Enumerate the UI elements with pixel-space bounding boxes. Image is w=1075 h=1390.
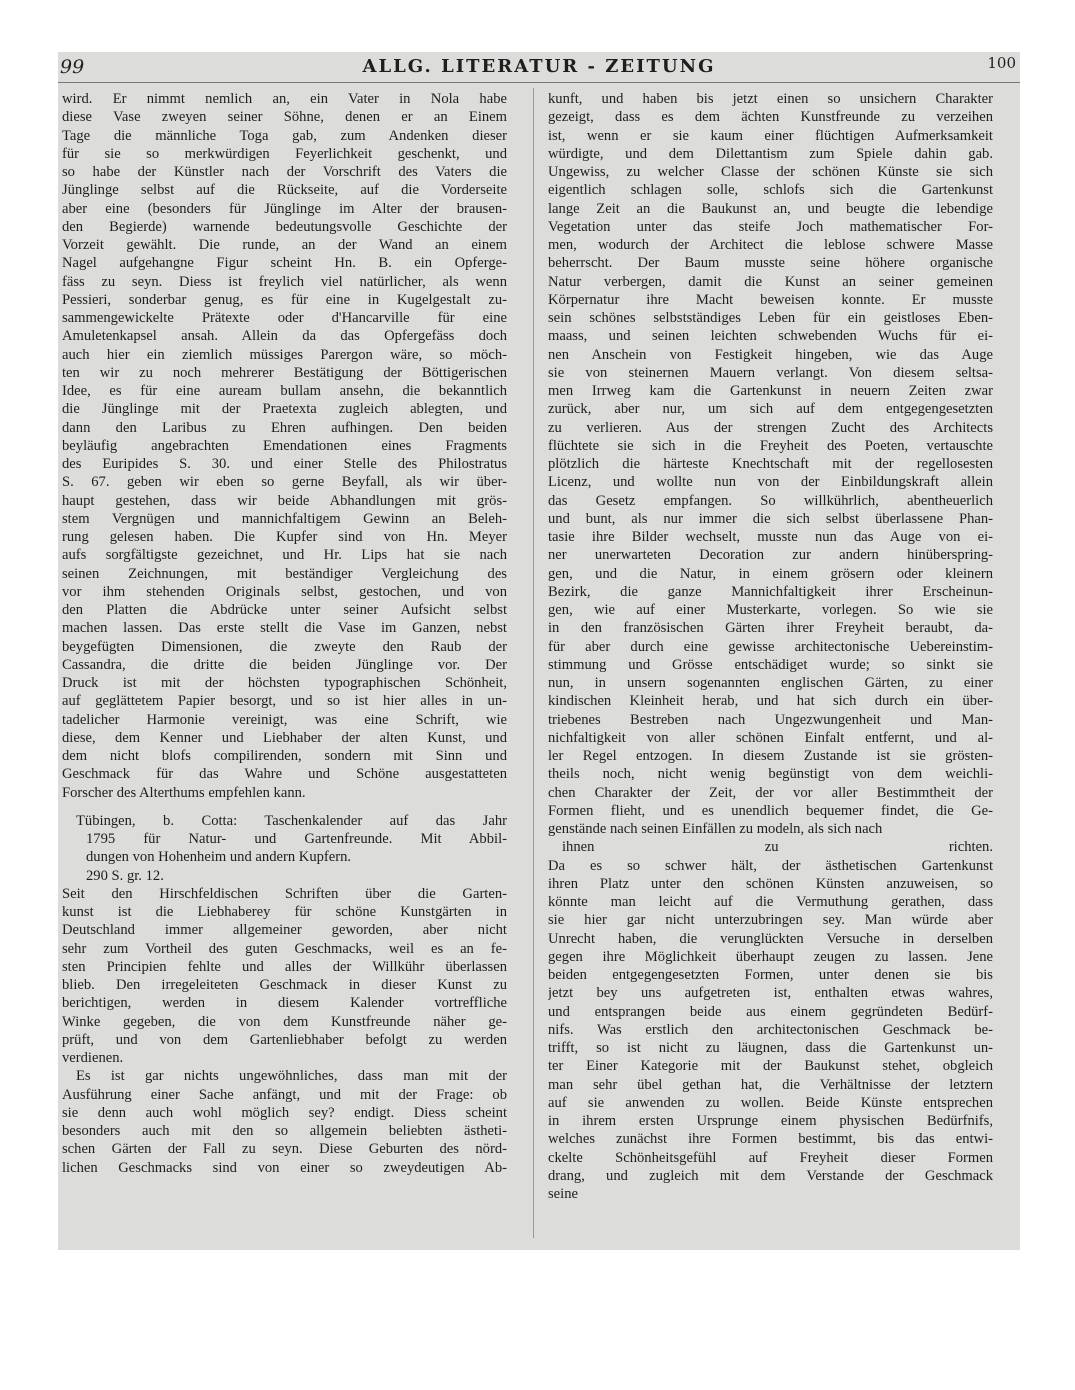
text-line: nen Anschein von Festigkeit hingeben, wie das Auge	[548, 346, 993, 363]
text-line: Winke gegeben, die von dem Kunstfreunde näher ge-	[62, 1013, 507, 1030]
text-line: aufs sorgfältigste gezeichnet, und Hr. Lips hat sie nach	[62, 547, 507, 564]
left-column-body	[62, 90, 507, 802]
text-line: rung gelesen haben. Die Kupfer sind von Hn. Meyer	[62, 529, 507, 545]
text-line: theils noch, nicht wenig begünstigt von dem weichli-	[548, 766, 993, 783]
text-line: sammengewickelte Prätexte oder d'Hancarville für eine	[62, 310, 507, 326]
text-line: drang, und zugleich mit dem Verstande der Geschmack	[548, 1167, 993, 1184]
text-line: stem Vergnügen und mannichfaltigem Gewinn an Beleh-	[62, 510, 507, 527]
text-line: Licenz, und wollte nun von der Einbildungskraft allein	[548, 474, 993, 491]
text-line: ihnen zu richten.	[562, 839, 993, 856]
right-column-body	[548, 90, 993, 1203]
text-line: sehr zum Vortheil des guten Geschmacks, weil es an fe-	[62, 940, 507, 957]
page-header	[58, 54, 1020, 83]
text-line: berichtigen, werden in diesem Kalender vortreffliche	[62, 995, 507, 1012]
text-line: Ausführung einer Sache anfängt, und mit der Frage: ob	[62, 1086, 507, 1103]
text-line: gezeigt, dass es dem ächten Kunstfreunde zu verzeihen	[548, 109, 993, 126]
text-line: gegen ihre Möglichkeit überhaupt zeugen zu lassen. Jene	[548, 948, 993, 965]
text-line: Cassandra, die dritte die beiden Jünglinge vor. Der	[62, 656, 507, 673]
right-page-number: 100	[987, 54, 1016, 72]
text-line: auf sie anwenden zu wollen. Beide Künste entsprechen	[548, 1094, 993, 1111]
text-line: seine	[548, 1186, 578, 1202]
text-line: men Irrweg kam die Gartenkunst in neuern Zeiten zwar	[548, 383, 993, 399]
text-line: Forscher des Alterthums empfehlen kann.	[62, 784, 306, 801]
text-line: jetzt bey uns aufgetreten ist, enthalten etwas wahres,	[548, 985, 993, 1002]
text-line: für aber durch eine gewisse architectonische Uebereinstim-	[548, 638, 993, 655]
text-line: würdigte, und dem Dilettantism zum Spiele dahin gab.	[548, 145, 993, 162]
text-line: ckelte Schönheitsgefühl auf Freyheit dieser Formen	[548, 1149, 993, 1166]
text-line: diese, dem Kenner und Liebhaber der alten Kunst, und	[62, 729, 507, 746]
text-line: beyläufig angebrachten Emendationen eines Fragments	[62, 437, 507, 454]
text-line: in den französischen Gärten ihrer Freyheit beraubt, da-	[548, 620, 993, 637]
text-line: haupt gestehen, dass wir beide Abhandlungen mit grös-	[62, 492, 507, 509]
text-line: prüft, und von dem Gartenliebhaber befolgt zu werden	[62, 1031, 507, 1048]
text-line: den Begierde) warnende bedeutungsvolle Geschichte der	[62, 218, 507, 235]
text-line: Körpernatur ihre Macht beweisen konnte. Er musste	[548, 291, 993, 308]
text-line: ler Regel entzogen. In diesem Zustande ist sie grösten-	[548, 748, 993, 764]
text-line: beherrscht. Der Baum musste seine höhere organische	[548, 255, 993, 272]
text-line: auf geglättetem Papier besorgt, und so ist hier alles in un-	[62, 693, 507, 710]
left-column	[62, 90, 507, 1177]
text-line: nichfaltigkeit von aller schönen Einfalt entfernt, und al-	[548, 729, 993, 746]
text-line: das Gesetz empfangen. So willkührlich, abentheuerlich	[548, 492, 993, 509]
text-line: so habe der Künstler nach der Vorschrift des Vaters die	[62, 164, 507, 180]
text-line: Geschmack für das Wahre und Schöne ausgestatteten	[62, 766, 507, 783]
text-line: sie von steinernen Mauern verlangt. Von diesem seltsa-	[548, 364, 993, 381]
text-line: lichen Geschmacks sind von einer so zweydeutigen Ab-	[62, 1159, 507, 1176]
text-line: dann den Laribus zu Ehren aufhingen. Den beiden	[62, 419, 507, 436]
text-line: zurück, aber nur, um sich auf dem entgegengesetzten	[548, 401, 993, 418]
text-line: ihren Platz unter den schönen Künsten anzuweisen, so	[548, 875, 993, 892]
text-line: und entsprangen beide aus einem gegründeten Bedürf-	[548, 1003, 993, 1020]
text-line: den Platten die Abdrücke unter seiner Aufsicht selbst	[62, 602, 507, 618]
text-line: dem nicht blofs compilirenden, sondern mit Sinn und	[62, 748, 507, 764]
text-line: welches zunächst ihre Formen bestimmt, bis das entwi-	[548, 1131, 993, 1148]
text-line: Jünglinge selbst auf die Rückseite, auf die Vorderseite	[62, 182, 507, 199]
text-line: Ungewiss, zu welcher Classe der schönen Künste sie sich	[548, 164, 993, 180]
text-line: nifs. Was erstlich den architectonischen Geschmack be-	[548, 1021, 993, 1038]
text-line: beygefügten Dimensionen, die zweyte den Raub der	[62, 638, 507, 655]
text-line: für sie so merkwürdigen Feyerlichkeit geschenkt, und	[62, 145, 507, 162]
text-line: S. 67. geben wir eben so gerne Beyfall, als wir über-	[62, 474, 507, 491]
text-line: trifft, so ist nicht zu läugnen, dass die Gartenkunst un-	[548, 1040, 993, 1056]
text-line: maass, und seinen leichten schwebenden Wuchs für ei-	[548, 328, 993, 345]
text-line: 1795 für Natur- und Gartenfreunde. Mit Abbil-	[86, 831, 507, 847]
text-line: Bezirk, die ganze Mannichfaltigkeit ihrer Erscheinun-	[548, 583, 993, 600]
text-line: ist, wenn er sie kaum einer flüchtigen Aufmerksamkeit	[548, 127, 993, 144]
text-line: fäss zu seyn. Diess ist freylich viel natürlicher, als wenn	[62, 273, 507, 290]
text-line: beiden entgegengesetzten Formen, unter denen sie bis	[548, 967, 993, 983]
text-line: Natur verbergen, damit die Kunst an seiner gemeinen	[548, 273, 993, 290]
text-line: vor ihm stehenden Originals selbst, gestochen, und von	[62, 583, 507, 600]
text-line: des Euripides S. 30. und einer Stelle des Philostratus	[62, 456, 507, 472]
scanned-page	[58, 52, 1020, 1250]
text-line: Unrecht haben, die verunglückten Versuche in derselben	[548, 930, 993, 947]
text-line: besonders auch mit den so allgemein beliebten ästheti-	[62, 1123, 507, 1139]
text-line: Vorzeit gewählt. Die runde, an der Wand an einem	[62, 237, 507, 253]
text-line: seinen Zeichnungen, mit beständiger Vergleichung des	[62, 565, 507, 582]
text-line: flüchtete sie sich in die Freyheit des Poeten, vertauschte	[548, 437, 993, 454]
text-line: Tübingen, b. Cotta: Taschenkalender auf das Jahr	[76, 812, 507, 829]
text-line: Pessieri, sonderbar genug, es für eine in Kugelgestalt zu-	[62, 291, 507, 308]
text-line: ter Einer Kategorie mit der Baukunst stehet, obgleich	[548, 1058, 993, 1075]
text-line: kunst ist die Liebhaberey für schöne Kunstgärten in	[62, 904, 507, 920]
text-line: die Jünglinge mit der Praetexta zugleich ablegten, und	[62, 401, 507, 418]
text-line: Druck ist mit der höchsten typographischen Schönheit,	[62, 675, 507, 691]
text-line: diese Vase zweyen seiner Söhne, denen er an Einem	[62, 109, 507, 126]
text-line: könnte man leicht auf die Vermuthung gerathen, dass	[548, 894, 993, 910]
right-column	[548, 90, 993, 1203]
text-line: zu verlieren. Aus der strengen Zucht des Architects	[548, 419, 993, 436]
text-line: Deutschland immer allgemeiner geworden, aber nicht	[62, 922, 507, 939]
text-line: men, wodurch der Architect die leblose schwere Masse	[548, 237, 993, 253]
text-line: nun, in unsern sogenannten englischen Gärten, zu einer	[548, 675, 993, 691]
text-line: auch hier ein ziemlich müssiges Parergon wäre, so möch-	[62, 346, 507, 363]
text-line: triebenes Bestreben nach Ungezwungenheit und Man-	[548, 711, 993, 728]
text-line: Da es so schwer hält, der ästhetischen Gartenkunst	[548, 857, 993, 874]
text-line: dungen von Hohenheim und andern Kupfern.	[86, 849, 352, 866]
text-line: sein schönes selbstständiges Leben für ein geistloses Eben-	[548, 310, 993, 326]
text-line: blieb. Den irregeleiteten Geschmack in dieser Kunst zu	[62, 977, 507, 993]
left-page-number: 99	[60, 56, 85, 78]
text-line: gen, wie auf einer Musterkarte, vorlegen. So wie sie	[548, 602, 993, 618]
running-title: ALLG. LITERATUR - ZEITUNG	[362, 56, 716, 77]
text-line: Es ist gar nichts ungewöhnliches, dass man mit der	[76, 1068, 507, 1085]
text-line: plötzlich die härteste Knechtschaft mit der regellosesten	[548, 456, 993, 472]
text-line: stimmung und Grösse entschädiget wurde; so sinkt sie	[548, 656, 993, 673]
text-line: tasie ihre Bilder wechselt, musste nun das Auge von ei-	[548, 529, 993, 545]
text-line: kindischen Kleinheit herab, und hat sich durch ein über-	[548, 693, 993, 710]
text-line: Formen flieht, und es unendlich bequemer findet, die Ge-	[548, 802, 993, 819]
review-taschenkalender	[62, 812, 507, 1177]
text-line: eigentlich schlagen solle, schlofs sich die Gartenkunst	[548, 182, 993, 199]
text-line: lange Zeit an die Baukunst an, und beugte die lebendige	[548, 200, 993, 217]
text-line: in ihrem ersten Ursprunge einem physischen Bedürfnifs,	[548, 1113, 993, 1129]
text-line: gen, und die Natur, in einem grösern oder kleinern	[548, 565, 993, 582]
column-divider	[533, 88, 534, 1238]
text-line: aber eine (besonders für Jünglinge im Alter der brausen-	[62, 200, 507, 217]
text-line: ner unerwarteten Decoration zur andern hinüberspring-	[548, 547, 993, 564]
text-line: genstände nach seinen Einfällen zu modeln, als sich nach	[548, 821, 883, 837]
text-line: sten Principien fehlte und alles der Willkühr überlassen	[62, 958, 507, 975]
text-line: tadelicher Harmonie vereinigt, was eine Schrift, wie	[62, 711, 507, 728]
text-line: wird. Er nimmt nemlich an, ein Vater in Nola habe	[62, 91, 507, 107]
text-line: sie denn auch wohl möglich sey? endigt. Diess scheint	[62, 1104, 507, 1121]
text-line: Nagel aufgehangne Figur scheint Hn. B. ein Opferge-	[62, 255, 507, 272]
text-line: ten wir zu noch mehrerer Bestätigung der Böttigerischen	[62, 364, 507, 381]
section-gap	[62, 802, 507, 812]
text-line: Amuletenkapsel ansah. Allein da das Opfergefäss doch	[62, 328, 507, 345]
text-line: sie hier gar nicht unterzubringen sey. Man würde aber	[548, 912, 993, 929]
text-line: machen lassen. Das erste stellt die Vase im Ganzen, nebst	[62, 620, 507, 637]
text-line: kunft, und haben bis jetzt einen so unsichern Charakter	[548, 91, 993, 107]
text-line: Idee, es für eine auream bullam ansehn, die bekanntlich	[62, 383, 507, 399]
text-line: verdienen.	[62, 1050, 124, 1066]
text-line: man sehr übel gethan hat, die Verhältnisse der letztern	[548, 1076, 993, 1093]
text-line: schen Gärten der Fall zu seyn. Diese Geburten des nörd-	[62, 1141, 507, 1158]
text-line: 290 S. gr. 12.	[86, 867, 164, 884]
text-line: Vegetation unter das steife Joch mathematischer For-	[548, 218, 993, 235]
text-line: chen Charakter der Zeit, der vor aller Bestimmtheit der	[548, 784, 993, 801]
text-line: Tage die männliche Toga gab, zum Andenken dieser	[62, 127, 507, 144]
text-line: und bunt, als nur immer die sich selbst überlassene Phan-	[548, 510, 993, 527]
text-line: Seit den Hirschfeldischen Schriften über die Garten-	[62, 885, 507, 902]
